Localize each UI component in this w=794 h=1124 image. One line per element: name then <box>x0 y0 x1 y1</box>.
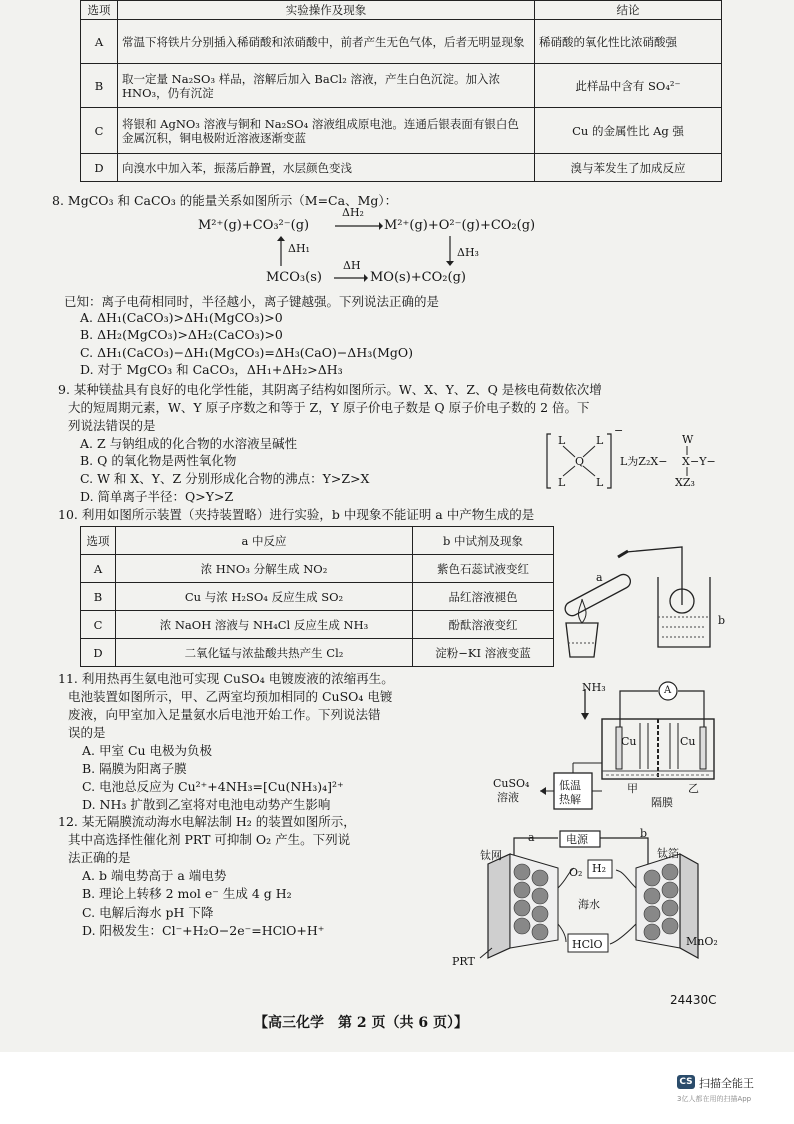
q7-option-b: B <box>81 64 118 108</box>
q9-l-bottom-left: L <box>558 476 566 489</box>
q12-label-h2: H₂ <box>592 862 607 875</box>
q10-option-a: A <box>81 555 116 583</box>
q11-label-jia: 甲 <box>627 782 638 795</box>
q9-stem-line2: 大的短周期元素，W、Y 原子序数之和等于 Z，Y 原子价电子数是 Q 原子价电子数的 2 倍。下 <box>68 400 590 415</box>
page-footer: 【高三化学 第 2 页（共 6 页）】 <box>254 1015 468 1031</box>
q12-option-b: B. 理论上转移 2 mol e⁻ 生成 4 g H₂ <box>82 886 292 901</box>
q11-option-c: C. 电池总反应为 Cu²⁺+4NH₃=[Cu(NH₃)₄]²⁺ <box>82 779 344 794</box>
q7-op-a: 常温下将铁片分别插入稀硝酸和浓硝酸中，前者产生无色气体，后者无明显现象 <box>118 20 535 64</box>
q10-result-c: 酚酞溶液变红 <box>413 611 554 639</box>
q8-eq-bottom-left: MCO₃(s) <box>266 270 322 285</box>
q8-option-c: C. ΔH₁(CaCO₃)−ΔH₁(MgCO₃)=ΔH₃(CaO)−ΔH₃(MgO) <box>80 345 414 360</box>
q9-l-top-right: L <box>596 434 604 447</box>
table-row <box>81 639 554 667</box>
watermark-subtitle: 3亿人都在用的扫描App <box>677 1095 752 1103</box>
q9-l-bottom-right: L <box>596 476 604 489</box>
q9-xz3: XZ₃ <box>675 476 695 489</box>
q11-option-b: B. 隔膜为阳离子膜 <box>82 761 187 776</box>
q12-option-d: D. 阳极发生：Cl⁻+H₂O−2e⁻=HClO+H⁺ <box>82 923 325 938</box>
q9-charge: − <box>614 424 624 437</box>
q10-result-d: 淀粉−KI 溶液变蓝 <box>413 639 554 667</box>
q12-stem-line1: 12. 某无隔膜流动海水电解法制 H₂ 的装置如图所示， <box>58 814 356 829</box>
q11-option-a: A. 甲室 Cu 电极为负极 <box>82 743 213 758</box>
q12-label-ti-mesh: 钛网 <box>480 849 502 862</box>
table-row <box>81 583 554 611</box>
q10-table <box>80 526 554 667</box>
q7-conclusion-b: 此样品中含有 SO₄²⁻ <box>535 64 722 108</box>
camscanner-logo-icon: CS <box>677 1075 695 1089</box>
q11-option-d: D. NH₃ 扩散到乙室将对电池电动势产生影响 <box>82 797 331 812</box>
q7-op-b: 取一定量 Na₂SO₃ 样品，溶解后加入 BaCl₂ 溶液，产生白色沉淀。加入浓 HNO₃，仍有沉淀 <box>118 64 535 108</box>
q12-label-power: 电源 <box>566 833 588 846</box>
q8-eq-top-left: M²⁺(g)+CO₃²⁻(g) <box>198 218 310 233</box>
q8-arrow-dh3 <box>445 236 455 266</box>
q9-l-top-left: L <box>558 434 566 447</box>
footer-strip <box>0 1052 794 1124</box>
q12-label-prt: PRT <box>452 955 475 968</box>
q10-reaction-b: Cu 与浓 H₂SO₄ 反应生成 SO₂ <box>116 583 413 611</box>
q7-table <box>80 0 722 182</box>
q7-header-option: 选项 <box>81 1 118 20</box>
q8-option-d: D. 对于 MgCO₃ 和 CaCO₃，ΔH₁+ΔH₂>ΔH₃ <box>80 362 343 377</box>
table-row <box>81 108 722 154</box>
q8-eq-top-right: M²⁺(g)+O²⁻(g)+CO₂(g) <box>384 218 536 233</box>
q9-option-a: A. Z 与钠组成的化合物的水溶液呈碱性 <box>80 436 298 451</box>
q12-stem-line2: 其中高选择性催化剂 PRT 可抑制 O₂ 产生。下列说 <box>68 832 351 847</box>
q11-label-cuso4: CuSO₄ <box>493 777 530 790</box>
table-row <box>81 64 722 108</box>
q8-known: 已知：离子电荷相同时，半径越小，离子键越强。下列说法正确的是 <box>64 294 440 309</box>
q7-op-d: 向溴水中加入苯，振荡后静置，水层颜色变浅 <box>118 154 535 182</box>
q8-arrow-dh2 <box>335 218 383 232</box>
q11-stem-line3: 废液，向甲室加入足量氨水后电池开始工作。下列说法错 <box>68 707 381 722</box>
q11-label-pyrolysis: 热解 <box>559 793 581 806</box>
q10-reaction-a: 浓 HNO₃ 分解生成 NO₂ <box>116 555 413 583</box>
q9-y: −Y− <box>690 455 716 468</box>
q11-stem-line2: 电池装置如图所示，甲、乙两室均预加相同的 CuSO₄ 电镀 <box>68 689 393 704</box>
q10-option-c: C <box>81 611 116 639</box>
q11-label-ammeter: A <box>664 685 672 696</box>
q12-label-b: b <box>640 827 648 840</box>
q10-reaction-c: 浓 NaOH 溶液与 NH₄Cl 反应生成 NH₃ <box>116 611 413 639</box>
q7-conclusion-d: 溴与苯发生了加成反应 <box>535 154 722 182</box>
q10-label-b: b <box>718 614 726 627</box>
q7-op-c: 将银和 AgNO₃ 溶液与铜和 Na₂SO₄ 溶液组成原电池。连通后银表面有银白色金属沉积，铜电极附近溶液逐渐变蓝 <box>118 108 535 154</box>
q11-label-solution: 溶液 <box>497 791 519 804</box>
watermark-title: 扫描全能王 <box>699 1077 754 1090</box>
q12-label-mno2: MnO₂ <box>686 935 718 948</box>
q9-option-c: C. W 和 X、Y、Z 分别形成化合物的沸点：Y>Z>X <box>80 471 370 486</box>
q12-stem-line3: 法正确的是 <box>68 850 131 865</box>
q7-conclusion-a: 稀硝酸的氧化性比浓硝酸强 <box>535 20 722 64</box>
q11-stem-line4: 误的是 <box>68 725 106 740</box>
q9-struct-note: L为Z₂X− <box>620 455 668 468</box>
q11-label-nh3: NH₃ <box>582 681 606 694</box>
q10-stem: 10. 利用如图所示装置（夹持装置略）进行实验，b 中现象不能证明 a 中产物生成的是 <box>58 507 535 522</box>
q8-option-b: B. ΔH₂(MgCO₃)>ΔH₂(CaCO₃)>0 <box>80 327 283 342</box>
q7-option-d: D <box>81 154 118 182</box>
q9-option-d: D. 简单离子半径：Q>Y>Z <box>80 489 234 504</box>
q9-stem-line1: 9. 某种镁盐具有良好的电化学性能，其阴离子结构如图所示。W、X、Y、Z、Q 是核电荷数依次增 <box>58 382 602 397</box>
q10-header-result: b 中试剂及现象 <box>413 527 554 555</box>
q12-option-c: C. 电解后海水 pH 下降 <box>82 905 214 920</box>
q8-dh1: ΔH₁ <box>288 242 310 255</box>
q10-reaction-d: 二氧化锰与浓盐酸共热产生 Cl₂ <box>116 639 413 667</box>
q10-apparatus-diagram <box>560 535 730 665</box>
q11-stem-line1: 11. 利用热再生氨电池可实现 CuSO₄ 电镀废液的浓缩再生。 <box>58 671 394 686</box>
q8-dh: ΔH <box>343 259 361 272</box>
q10-option-d: D <box>81 639 116 667</box>
q8-arrow-dh <box>334 270 368 284</box>
q7-option-a: A <box>81 20 118 64</box>
q7-header-conclusion: 结论 <box>535 1 722 20</box>
q12-label-a: a <box>528 831 535 844</box>
q10-result-a: 紫色石蕊试液变红 <box>413 555 554 583</box>
q12-label-o2: O₂ <box>569 866 583 879</box>
q10-label-a: a <box>596 571 603 584</box>
page-code: 24430C <box>670 993 717 1007</box>
q12-label-seawater: 海水 <box>578 898 600 911</box>
q8-eq-bottom-right: MO(s)+CO₂(g) <box>370 270 466 285</box>
table-row <box>81 154 722 182</box>
q11-label-low-temp: 低温 <box>559 779 581 792</box>
q9-x: X <box>682 455 690 468</box>
q7-option-c: C <box>81 108 118 154</box>
q12-label-ti-foil: 钛箔 <box>657 847 679 860</box>
q9-center-q: Q <box>575 455 585 468</box>
table-row <box>81 20 722 64</box>
q8-dh3: ΔH₃ <box>457 246 479 259</box>
q11-label-yi: 乙 <box>688 782 699 795</box>
q8-stem: 8. MgCO₃ 和 CaCO₃ 的能量关系如图所示（M=Ca、Mg）： <box>52 193 398 208</box>
q8-option-a: A. ΔH₁(CaCO₃)>ΔH₁(MgCO₃)>0 <box>80 310 283 325</box>
q8-arrow-dh1 <box>276 236 286 266</box>
q10-option-b: B <box>81 583 116 611</box>
q7-header-operation: 实验操作及现象 <box>118 1 535 20</box>
q11-label-cu-left: Cu <box>621 735 637 748</box>
q8-dh2: ΔH₂ <box>342 206 364 219</box>
q11-label-membrane: 隔膜 <box>651 796 673 809</box>
q10-result-b: 品红溶液褪色 <box>413 583 554 611</box>
q9-bonds <box>683 444 693 478</box>
q9-w: W <box>682 433 694 446</box>
q10-header-reaction: a 中反应 <box>116 527 413 555</box>
q9-option-b: B. Q 的氧化物是两性氧化物 <box>80 453 237 468</box>
q9-stem-line3: 列说法错误的是 <box>68 418 156 433</box>
q12-option-a: A. b 端电势高于 a 端电势 <box>82 868 227 883</box>
q10-header-option: 选项 <box>81 527 116 555</box>
table-row <box>81 555 554 583</box>
table-row <box>81 611 554 639</box>
q11-label-cu-right: Cu <box>680 735 696 748</box>
q12-label-hclo: HClO <box>572 938 603 951</box>
q7-conclusion-c: Cu 的金属性比 Ag 强 <box>535 108 722 154</box>
